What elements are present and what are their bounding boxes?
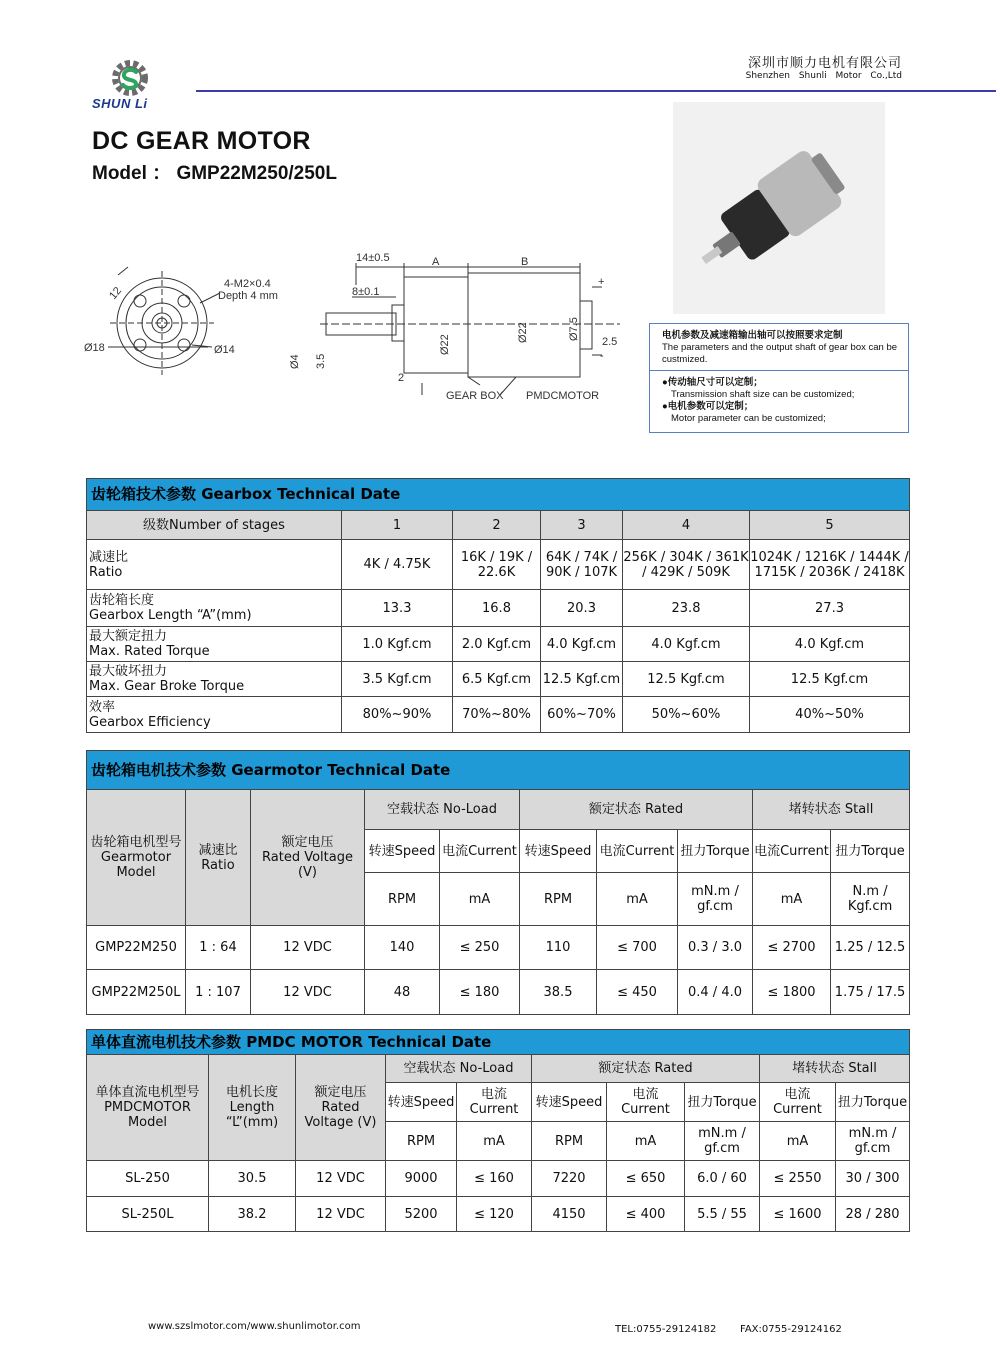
gearmotor-table-title: 齿轮箱电机技术参数 Gearmotor Technical Date — [87, 751, 910, 790]
front-view — [108, 267, 220, 375]
stages-header: 级数Number of stages — [87, 511, 342, 540]
table-cell: 0.4 / 4.0 — [678, 970, 753, 1015]
page-title: DC GEAR MOTOR — [92, 127, 311, 155]
table-cell: 140 — [365, 926, 440, 970]
table-cell: ≤ 2700 — [753, 926, 831, 970]
stage-3: 3 — [541, 511, 623, 540]
table-cell: ≤ 2550 — [760, 1161, 836, 1197]
table-cell: 1024K / 1216K / 1444K / 1715K / 2036K / 2418K — [750, 540, 910, 590]
unit: N.m / Kgf.cm — [831, 873, 910, 926]
label-a: A — [432, 256, 440, 268]
table-cell: 2.0 Kgf.cm — [453, 627, 541, 662]
sub-header: 扭力Torque — [685, 1083, 760, 1122]
table-cell: 12.5 Kgf.cm — [623, 662, 750, 697]
table-cell: ≤ 250 — [440, 926, 520, 970]
table-cell: 110 — [520, 926, 597, 970]
table-cell: 3.5 Kgf.cm — [342, 662, 453, 697]
stage-4: 4 — [623, 511, 750, 540]
row-label: 最大破坏扭力 Max. Gear Broke Torque — [87, 662, 342, 697]
unit: mA — [440, 873, 520, 926]
unit: mN.m / gf.cm — [685, 1122, 760, 1161]
dim-12: 12 — [107, 284, 125, 302]
sub-header: 扭力Torque — [678, 830, 753, 873]
sub-header: 转速Speed — [532, 1083, 607, 1122]
table-cell: 20.3 — [541, 590, 623, 627]
dim-dia7: Ø7.5 — [568, 317, 580, 341]
group-noload: 空载状态 No-Load — [386, 1055, 532, 1083]
gearmotor-technical-table — [86, 750, 910, 1015]
group-stall: 堵转状态 Stall — [753, 790, 910, 830]
table-cell: 12 VDC — [251, 970, 365, 1015]
dim-dia4: Ø4 — [289, 354, 301, 369]
sub-header: 转速Speed — [365, 830, 440, 873]
table-cell: 0.3 / 3.0 — [678, 926, 753, 970]
unit: mA — [760, 1122, 836, 1161]
group-rated: 额定状态 Rated — [520, 790, 753, 830]
unit: mN.m / gf.cm — [678, 873, 753, 926]
table-cell: 12 VDC — [296, 1161, 386, 1197]
table-cell: 5.5 / 55 — [685, 1197, 760, 1232]
unit: mA — [597, 873, 678, 926]
sub-header: 电流 Current — [457, 1083, 532, 1122]
col-voltage: 额定电压 Rated Voltage (V) — [296, 1055, 386, 1161]
model-number: Model ： GMP22M250/250L — [92, 163, 337, 184]
table-cell: 6.5 Kgf.cm — [453, 662, 541, 697]
table-cell: 4.0 Kgf.cm — [541, 627, 623, 662]
stage-5: 5 — [750, 511, 910, 540]
table-cell: 5200 — [386, 1197, 457, 1232]
table-cell: ≤ 450 — [597, 970, 678, 1015]
table-cell: 80%~90% — [342, 697, 453, 733]
pmdc-motor-technical-table — [86, 1029, 910, 1232]
table-cell: 1.75 / 17.5 — [831, 970, 910, 1015]
dim-8: 8±0.1 — [352, 286, 380, 298]
table-cell: 16.8 — [453, 590, 541, 627]
customization-note — [649, 323, 909, 433]
col-voltage: 额定电压 Rated Voltage (V) — [251, 790, 365, 926]
table-cell: 12.5 Kgf.cm — [750, 662, 910, 697]
table-cell: 4K / 4.75K — [342, 540, 453, 590]
table-cell: 12 VDC — [296, 1197, 386, 1232]
table-cell: ≤ 1800 — [753, 970, 831, 1015]
table-cell: 38.5 — [520, 970, 597, 1015]
label-b: B — [521, 256, 529, 268]
sub-header: 转速Speed — [520, 830, 597, 873]
table-cell: 48 — [365, 970, 440, 1015]
technical-drawing — [80, 245, 640, 415]
table-cell: SL-250 — [87, 1161, 209, 1197]
sub-header: 电流Current — [597, 830, 678, 873]
dim-dia18: Ø18 — [84, 342, 105, 354]
table-cell: ≤ 650 — [607, 1161, 685, 1197]
table-cell: 40%~50% — [750, 697, 910, 733]
dim-dia22: Ø22 — [517, 322, 529, 343]
dim-2: 2 — [398, 372, 405, 384]
table-row — [87, 1161, 910, 1197]
table-cell: SL-250L — [87, 1197, 209, 1232]
stage-2: 2 — [453, 511, 541, 540]
table-cell: ≤ 1600 — [760, 1197, 836, 1232]
table-row — [87, 627, 910, 662]
table-row — [87, 1197, 910, 1232]
label-gearbox: GEAR BOX — [446, 390, 504, 402]
table-cell: GMP22M250 — [87, 926, 186, 970]
unit: RPM — [532, 1122, 607, 1161]
row-label: 齿轮箱长度 Gearbox Length “A”(mm) — [87, 590, 342, 627]
table-cell: 30 / 300 — [836, 1161, 910, 1197]
terminal-minus: - — [600, 350, 604, 362]
unit: mA — [457, 1122, 532, 1161]
terminal-plus: + — [598, 276, 605, 288]
table-cell: 64K / 74K / 90K / 107K — [541, 540, 623, 590]
table-cell: 4.0 Kgf.cm — [623, 627, 750, 662]
table-cell: 7220 — [532, 1161, 607, 1197]
col-ratio: 减速比 Ratio — [186, 790, 251, 926]
dim-2-5: 2.5 — [602, 336, 618, 348]
table-cell: 30.5 — [209, 1161, 296, 1197]
label-motor: PMDCMOTOR — [526, 390, 600, 402]
sub-header: 电流Current — [753, 830, 831, 873]
motor-table-title: 单体直流电机技术参数 PMDC MOTOR Technical Date — [87, 1030, 910, 1055]
sub-header: 电流Current — [440, 830, 520, 873]
note-en3: Motor parameter can be customized; — [671, 413, 826, 424]
sub-header: 电流 Current — [760, 1083, 836, 1122]
sub-header: 扭力Torque — [836, 1083, 910, 1122]
table-cell: 60%~70% — [541, 697, 623, 733]
stage-1: 1 — [342, 511, 453, 540]
dim-depth: Depth 4 mm — [218, 290, 278, 302]
table-cell: 28 / 280 — [836, 1197, 910, 1232]
note-en2: Transmission shaft size can be customized; — [671, 389, 855, 400]
table-cell: 1.0 Kgf.cm — [342, 627, 453, 662]
dim-screw: 4-M2×0.4 — [224, 278, 271, 290]
table-row — [87, 590, 910, 627]
table-cell: 12 VDC — [251, 926, 365, 970]
group-rated: 额定状态 Rated — [532, 1055, 760, 1083]
unit: RPM — [520, 873, 597, 926]
table-cell: 70%~80% — [453, 697, 541, 733]
table-cell: 6.0 / 60 — [685, 1161, 760, 1197]
table-cell: 38.2 — [209, 1197, 296, 1232]
gearbox-table-title: 齿轮箱技术参数 Gearbox Technical Date — [87, 479, 910, 511]
unit: RPM — [386, 1122, 457, 1161]
table-cell: 13.3 — [342, 590, 453, 627]
dim-3-5: 3.5 — [315, 353, 327, 369]
col-model: 齿轮箱电机型号 Gearmotor Model — [87, 790, 186, 926]
unit: mA — [607, 1122, 685, 1161]
unit: RPM — [365, 873, 440, 926]
group-stall: 堵转状态 Stall — [760, 1055, 910, 1083]
note-en1: The parameters and the output shaft of gear box can be custmized. — [662, 342, 898, 365]
table-cell: 1 : 64 — [186, 926, 251, 970]
table-cell: ≤ 160 — [457, 1161, 532, 1197]
dim-dia22-box: Ø22 — [439, 334, 451, 355]
note-cn3: ●电机参数可以定制； — [662, 401, 754, 412]
footer-fax: FAX:0755-29124162 — [740, 1324, 842, 1335]
table-cell: ≤ 180 — [440, 970, 520, 1015]
company-name-cn: 深圳市顺力电机有限公司 — [747, 56, 902, 71]
logo-text: SHUN Li — [92, 96, 148, 111]
dim-14: 14±0.5 — [356, 252, 390, 264]
table-cell: 1.25 / 12.5 — [831, 926, 910, 970]
product-photo — [673, 102, 885, 314]
table-cell: 256K / 304K / 361K / 429K / 509K — [623, 540, 750, 590]
table-cell: GMP22M250L — [87, 970, 186, 1015]
table-cell: ≤ 400 — [607, 1197, 685, 1232]
col-length: 电机长度 Length “L”(mm) — [209, 1055, 296, 1161]
header-divider — [196, 90, 996, 92]
unit: mN.m / gf.cm — [836, 1122, 910, 1161]
note-cn2: ●传动轴尺寸可以定制； — [662, 377, 763, 388]
table-cell: 16K / 19K / 22.6K — [453, 540, 541, 590]
sub-header: 电流 Current — [607, 1083, 685, 1122]
table-cell: 1 : 107 — [186, 970, 251, 1015]
sub-header: 扭力Torque — [831, 830, 910, 873]
table-cell: 4.0 Kgf.cm — [750, 627, 910, 662]
table-row — [87, 970, 910, 1015]
table-row — [87, 540, 910, 590]
table-cell: 9000 — [386, 1161, 457, 1197]
sub-header: 转速Speed — [386, 1083, 457, 1122]
table-cell: 4150 — [532, 1197, 607, 1232]
footer-tel: TEL:0755-29124182 — [615, 1324, 717, 1335]
footer-website[interactable]: www.szslmotor.com/www.shunlimotor.com — [148, 1321, 361, 1332]
table-row — [87, 926, 910, 970]
table-cell: ≤ 700 — [597, 926, 678, 970]
group-noload: 空载状态 No-Load — [365, 790, 520, 830]
row-label: 效率 Gearbox Efficiency — [87, 697, 342, 733]
col-model: 单体直流电机型号 PMDCMOTOR Model — [87, 1055, 209, 1161]
table-row — [87, 697, 910, 733]
table-row — [87, 662, 910, 697]
table-cell: 27.3 — [750, 590, 910, 627]
company-name-en: Shenzhen Shunli Motor Co.,Ltd — [745, 71, 902, 81]
row-label: 最大额定扭力 Max. Rated Torque — [87, 627, 342, 662]
table-cell: 12.5 Kgf.cm — [541, 662, 623, 697]
note-cn1: 电机参数及减速箱输出轴可以按照要求定制 — [662, 330, 843, 341]
table-cell: 23.8 — [623, 590, 750, 627]
row-label: 减速比 Ratio — [87, 540, 342, 590]
unit: mA — [753, 873, 831, 926]
gearbox-technical-table — [86, 478, 910, 733]
dim-dia14: Ø14 — [214, 344, 235, 356]
table-cell: ≤ 120 — [457, 1197, 532, 1232]
table-cell: 50%~60% — [623, 697, 750, 733]
